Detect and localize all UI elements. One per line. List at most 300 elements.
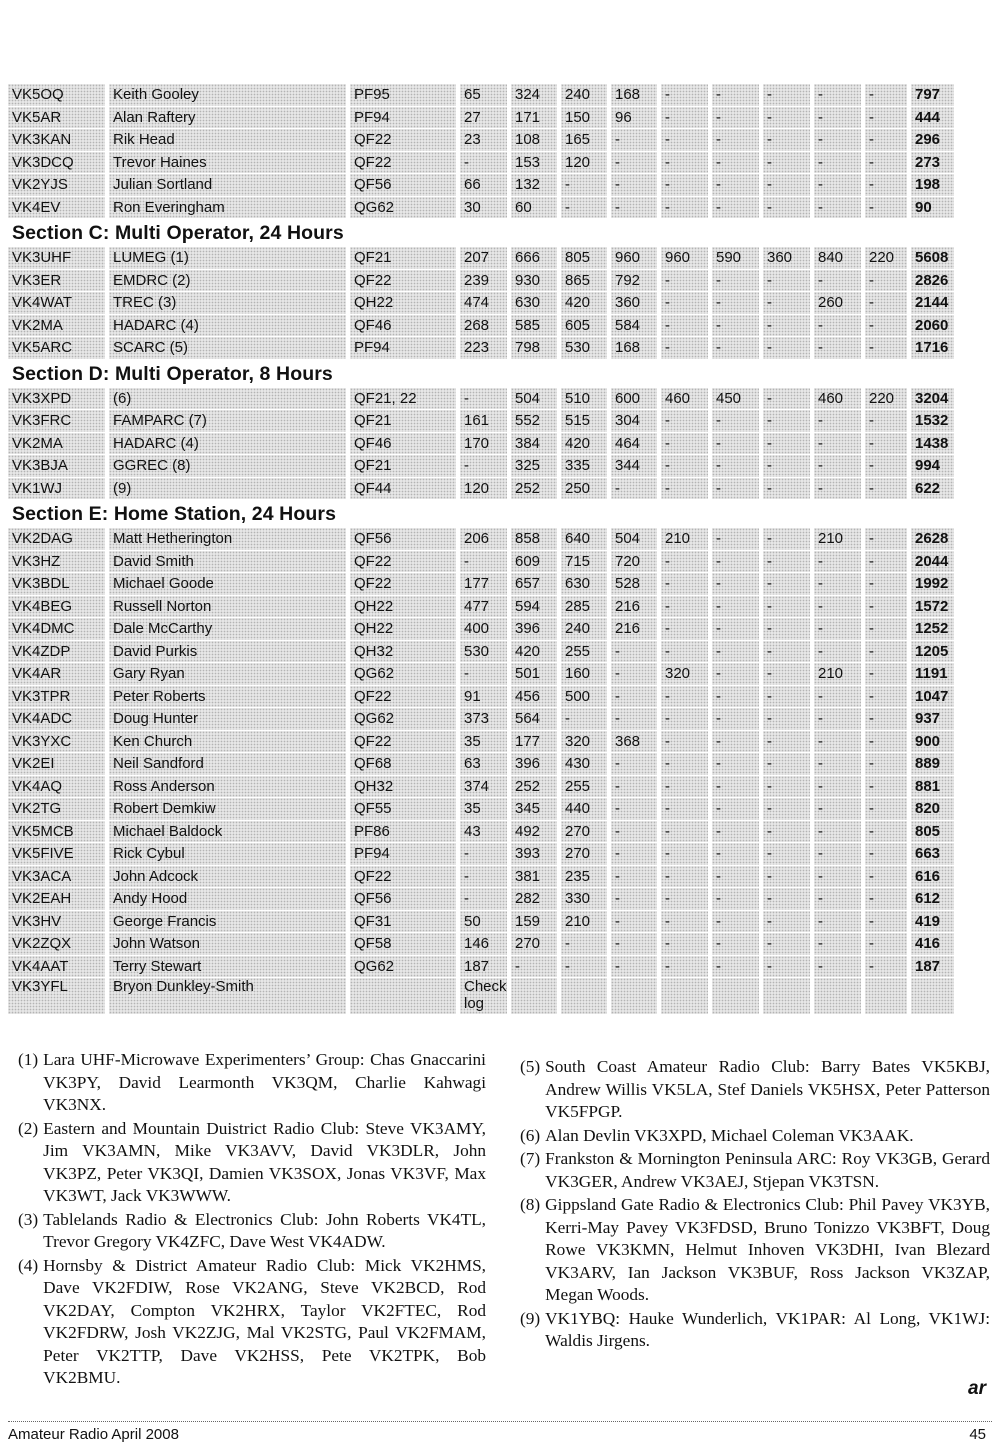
cell-band-6: - (712, 410, 763, 433)
cell-operator: Alan Raftery (109, 107, 350, 130)
cell-band-6: - (712, 573, 763, 596)
cell-total: 187 (911, 956, 958, 979)
cell-band-6: - (712, 798, 763, 821)
footnote (18, 1255, 486, 1390)
cell-operator: Keith Gooley (109, 84, 350, 107)
cell-locator: QG62 (350, 663, 460, 686)
table-row (8, 731, 958, 754)
cell-operator: Matt Hetherington (109, 528, 350, 551)
table-row (8, 798, 958, 821)
cell-band-1: 66 (460, 174, 511, 197)
footnote-text: Eastern and Mountain Duistrict Radio Club: Steve VK3AMY, Jim VK3AMN, Mike VK3AVV, David VK3DLR, John VK3PZ, Peter VK3QI, Damien VK3SOX, Jonas VK3VF, Max VK3WT, Jack VK3WWW. (43, 1118, 486, 1205)
cell-band-3: 630 (561, 573, 611, 596)
cell-band-5: - (661, 596, 712, 619)
cell-band-8: - (814, 798, 865, 821)
cell-band-9: - (865, 776, 911, 799)
cell-operator: (6) (109, 388, 350, 411)
cell-band-5: - (661, 107, 712, 130)
cell-locator: QG62 (350, 708, 460, 731)
cell-total: 937 (911, 708, 958, 731)
table-row (8, 978, 958, 1015)
cell-band-8: - (814, 911, 865, 934)
footnote-marker: (6) (520, 1125, 541, 1145)
cell-total: 2628 (911, 528, 958, 551)
cell-locator: QF22 (350, 731, 460, 754)
cell-band-8: - (814, 731, 865, 754)
cell-band-2: 594 (511, 596, 561, 619)
cell-band-4: - (611, 686, 661, 709)
cell-callsign: VK2YJS (8, 174, 109, 197)
section-d-table (8, 388, 958, 501)
cell-total: 797 (911, 84, 958, 107)
cell-band-8: - (814, 107, 865, 130)
table-row (8, 618, 958, 641)
cell-band-9: - (865, 753, 911, 776)
cell-total: 273 (911, 152, 958, 175)
cell-band-3: 235 (561, 866, 611, 889)
cell-band-3: 510 (561, 388, 611, 411)
cell-band-5: - (661, 270, 712, 293)
cell-band-3: 255 (561, 776, 611, 799)
cell-band-1: 161 (460, 410, 511, 433)
cell-band-6 (712, 978, 763, 1015)
cell-band-3: 715 (561, 551, 611, 574)
cell-callsign: VK2MA (8, 315, 109, 338)
cell-band-2: 282 (511, 888, 561, 911)
cell-band-2: 60 (511, 197, 561, 220)
cell-band-6: - (712, 731, 763, 754)
footnote-text: Frankston & Mornington Peninsula ARC: Roy VK3GB, Gerard VK3GER, Andrew VK3AEJ, Stjepan VK3TSN. (545, 1149, 990, 1191)
cell-band-8: 210 (814, 528, 865, 551)
cell-locator: PF94 (350, 843, 460, 866)
cell-band-8: - (814, 337, 865, 360)
cell-band-6: - (712, 433, 763, 456)
cell-locator: QG62 (350, 197, 460, 220)
cell-band-3: 250 (561, 478, 611, 501)
table-row (8, 388, 958, 411)
cell-band-3: 335 (561, 455, 611, 478)
cell-band-5: - (661, 686, 712, 709)
cell-locator: QF21 (350, 410, 460, 433)
cell-band-9: - (865, 197, 911, 220)
cell-band-6: - (712, 107, 763, 130)
cell-band-1: 206 (460, 528, 511, 551)
cell-band-9: - (865, 478, 911, 501)
cell-band-9: 220 (865, 247, 911, 270)
cell-band-5: - (661, 197, 712, 220)
cell-band-7: - (763, 888, 814, 911)
cell-operator: Ken Church (109, 731, 350, 754)
cell-band-1: 27 (460, 107, 511, 130)
cell-locator: QF22 (350, 686, 460, 709)
cell-band-3: 255 (561, 641, 611, 664)
cell-band-1: 120 (460, 478, 511, 501)
cell-band-3: 530 (561, 337, 611, 360)
cell-operator: Michael Baldock (109, 821, 350, 844)
cell-band-4: 216 (611, 618, 661, 641)
cell-band-6: - (712, 956, 763, 979)
footnote-text: Lara UHF-Microwave Experimenters’ Group: Chas Gnaccarini VK3PY, David Learmonth VK3QM, Charlie Kahwagi VK3NX. (43, 1050, 486, 1114)
cell-locator: QH22 (350, 596, 460, 619)
cell-locator: QF56 (350, 528, 460, 551)
cell-band-1: - (460, 388, 511, 411)
footnote-marker: (1) (18, 1050, 39, 1069)
cell-band-8: - (814, 433, 865, 456)
cell-total: 90 (911, 197, 958, 220)
footnote (18, 1049, 486, 1117)
cell-callsign: VK3BJA (8, 455, 109, 478)
cell-band-1: 474 (460, 292, 511, 315)
section-e-rows (8, 528, 958, 1015)
cell-band-3: 500 (561, 686, 611, 709)
cell-band-9: - (865, 174, 911, 197)
cell-band-1: 373 (460, 708, 511, 731)
cell-band-9: 220 (865, 388, 911, 411)
cell-band-4: 168 (611, 337, 661, 360)
cell-locator: QF21 (350, 247, 460, 270)
cell-band-7: - (763, 821, 814, 844)
cell-band-2: 325 (511, 455, 561, 478)
cell-band-9: - (865, 888, 911, 911)
cell-band-1: 43 (460, 821, 511, 844)
section-b-table (8, 84, 958, 219)
cell-operator: (9) (109, 478, 350, 501)
cell-operator: Terry Stewart (109, 956, 350, 979)
cell-band-7: - (763, 911, 814, 934)
cell-total: 994 (911, 455, 958, 478)
cell-band-1: 35 (460, 798, 511, 821)
cell-callsign: VK3DCQ (8, 152, 109, 175)
cell-operator: GGREC (8) (109, 455, 350, 478)
cell-band-7: - (763, 410, 814, 433)
cell-total: 416 (911, 933, 958, 956)
cell-band-3: 320 (561, 731, 611, 754)
cell-band-5: 210 (661, 528, 712, 551)
table-row (8, 708, 958, 731)
cell-band-5: - (661, 641, 712, 664)
cell-band-6: - (712, 641, 763, 664)
cell-operator: Michael Goode (109, 573, 350, 596)
cell-band-3: - (561, 174, 611, 197)
cell-total: 198 (911, 174, 958, 197)
cell-callsign: VK2DAG (8, 528, 109, 551)
cell-band-9: - (865, 618, 911, 641)
table-row (8, 247, 958, 270)
section-c-table (8, 247, 958, 360)
cell-band-5: - (661, 866, 712, 889)
cell-band-6: - (712, 708, 763, 731)
cell-band-7: - (763, 596, 814, 619)
cell-total: 1532 (911, 410, 958, 433)
cell-locator: QF56 (350, 174, 460, 197)
cell-total: 419 (911, 911, 958, 934)
cell-band-4: 168 (611, 84, 661, 107)
cell-band-7: - (763, 776, 814, 799)
cell-band-6: 590 (712, 247, 763, 270)
table-row (8, 129, 958, 152)
cell-band-4: - (611, 798, 661, 821)
cell-band-9: - (865, 596, 911, 619)
cell-band-4: - (611, 708, 661, 731)
cell-band-8 (814, 978, 865, 1015)
cell-band-8: - (814, 174, 865, 197)
cell-band-6: - (712, 686, 763, 709)
cell-callsign: VK4BEG (8, 596, 109, 619)
table-row (8, 821, 958, 844)
cell-band-7: - (763, 455, 814, 478)
cell-band-8: - (814, 776, 865, 799)
cell-band-5: - (661, 731, 712, 754)
footnote (18, 1118, 486, 1208)
cell-band-4: - (611, 663, 661, 686)
cell-band-6: 450 (712, 388, 763, 411)
cell-band-1: 170 (460, 433, 511, 456)
cell-total: 2144 (911, 292, 958, 315)
cell-band-3: 605 (561, 315, 611, 338)
table-row (8, 455, 958, 478)
cell-operator: Ron Everingham (109, 197, 350, 220)
cell-callsign: VK3ACA (8, 866, 109, 889)
cell-callsign: VK2MA (8, 433, 109, 456)
cell-locator: QF22 (350, 152, 460, 175)
cell-operator: John Watson (109, 933, 350, 956)
cell-band-3 (561, 978, 611, 1015)
table-row (8, 292, 958, 315)
cell-callsign: VK3YXC (8, 731, 109, 754)
footnote-marker: (5) (520, 1057, 541, 1076)
cell-band-2: 420 (511, 641, 561, 664)
cell-band-1: 35 (460, 731, 511, 754)
cell-callsign: VK4AR (8, 663, 109, 686)
cell-band-1: 239 (460, 270, 511, 293)
cell-callsign: VK5OQ (8, 84, 109, 107)
cell-band-5: - (661, 433, 712, 456)
cell-band-9: - (865, 843, 911, 866)
cell-band-3: 160 (561, 663, 611, 686)
cell-band-6: - (712, 270, 763, 293)
cell-total: 663 (911, 843, 958, 866)
cell-callsign: VK2ZQX (8, 933, 109, 956)
cell-band-2: 657 (511, 573, 561, 596)
cell-band-1: 65 (460, 84, 511, 107)
table-row (8, 337, 958, 360)
cell-locator: QH22 (350, 292, 460, 315)
cell-operator: Ross Anderson (109, 776, 350, 799)
cell-band-3: 420 (561, 433, 611, 456)
cell-band-8: - (814, 753, 865, 776)
cell-band-2: 108 (511, 129, 561, 152)
cell-band-4: - (611, 129, 661, 152)
cell-band-7: - (763, 663, 814, 686)
cell-band-1: - (460, 888, 511, 911)
footnote-marker: (8) (520, 1195, 541, 1214)
cell-band-6: - (712, 866, 763, 889)
cell-band-8: - (814, 84, 865, 107)
cell-callsign: VK2EI (8, 753, 109, 776)
footer-page-number: 45 (969, 1426, 986, 1443)
cell-band-3: - (561, 708, 611, 731)
cell-total: 889 (911, 753, 958, 776)
cell-callsign: VK4AQ (8, 776, 109, 799)
cell-operator: George Francis (109, 911, 350, 934)
cell-band-5: - (661, 573, 712, 596)
cell-locator: QF58 (350, 933, 460, 956)
cell-band-3: 240 (561, 618, 611, 641)
cell-total: 2060 (911, 315, 958, 338)
table-row (8, 270, 958, 293)
cell-band-7: - (763, 197, 814, 220)
cell-band-2: 609 (511, 551, 561, 574)
cell-band-8: - (814, 573, 865, 596)
cell-band-6: - (712, 528, 763, 551)
cell-locator: QF56 (350, 888, 460, 911)
table-row (8, 197, 958, 220)
cell-band-8: - (814, 315, 865, 338)
cell-band-7: - (763, 107, 814, 130)
cell-operator: David Purkis (109, 641, 350, 664)
footer-publication: Amateur Radio April 2008 (8, 1426, 179, 1443)
cell-band-1: 207 (460, 247, 511, 270)
cell-locator: QG62 (350, 956, 460, 979)
cell-band-7: - (763, 866, 814, 889)
cell-total: 2826 (911, 270, 958, 293)
cell-band-6: - (712, 337, 763, 360)
cell-band-2: - (511, 956, 561, 979)
cell-band-2: 132 (511, 174, 561, 197)
cell-callsign: VK5MCB (8, 821, 109, 844)
cell-band-2: 324 (511, 84, 561, 107)
cell-band-4: - (611, 753, 661, 776)
cell-locator: QF55 (350, 798, 460, 821)
cell-band-9: - (865, 933, 911, 956)
cell-total: 296 (911, 129, 958, 152)
cell-band-1: 177 (460, 573, 511, 596)
table-row (8, 753, 958, 776)
cell-band-1: 374 (460, 776, 511, 799)
cell-band-8: 210 (814, 663, 865, 686)
cell-band-9: - (865, 270, 911, 293)
cell-band-8: - (814, 455, 865, 478)
cell-band-2: 153 (511, 152, 561, 175)
footnote (18, 1209, 486, 1254)
cell-band-5: - (661, 776, 712, 799)
cell-total: 1252 (911, 618, 958, 641)
table-row (8, 596, 958, 619)
cell-band-7 (763, 978, 814, 1015)
cell-band-1: 146 (460, 933, 511, 956)
table-row (8, 866, 958, 889)
footnote-marker: (3) (18, 1209, 39, 1229)
cell-band-3: 210 (561, 911, 611, 934)
cell-band-5: - (661, 911, 712, 934)
cell-band-9: - (865, 410, 911, 433)
section-d-rows (8, 388, 958, 501)
cell-operator: Neil Sandford (109, 753, 350, 776)
cell-band-9: - (865, 866, 911, 889)
cell-locator: QF68 (350, 753, 460, 776)
footnote-text: Gippsland Gate Radio & Electronics Club: Phil Pavey VK3YB, Kerri-May Pavey VK3FDSD, Bruno Tonizzo VK3BFT, Doug Rowe VK3KMN, Helmut Inhoven VK3DHI, Ivan Blezard VK3ARV, Ian Jackson VK3BUF, Ross Jackson VK3ZAP, Megan Woods. (545, 1195, 990, 1304)
footnote (520, 1056, 990, 1124)
cell-operator: John Adcock (109, 866, 350, 889)
table-row (8, 551, 958, 574)
cell-band-5: - (661, 152, 712, 175)
cell-band-3: 640 (561, 528, 611, 551)
cell-band-2: 858 (511, 528, 561, 551)
cell-locator: PF86 (350, 821, 460, 844)
footnote-marker: (4) (18, 1255, 39, 1275)
cell-band-4: 792 (611, 270, 661, 293)
cell-band-5: 960 (661, 247, 712, 270)
cell-band-8: 460 (814, 388, 865, 411)
cell-band-4: - (611, 933, 661, 956)
cell-total: 881 (911, 776, 958, 799)
cell-band-1: - (460, 152, 511, 175)
cell-operator: Rik Head (109, 129, 350, 152)
cell-band-1: 187 (460, 956, 511, 979)
cell-callsign: VK5AR (8, 107, 109, 130)
cell-locator: QF44 (350, 478, 460, 501)
table-row (8, 478, 958, 501)
cell-callsign: VK4AAT (8, 956, 109, 979)
cell-band-6: - (712, 596, 763, 619)
cell-total: 1438 (911, 433, 958, 456)
cell-band-2: 564 (511, 708, 561, 731)
table-row (8, 107, 958, 130)
cell-band-9: - (865, 433, 911, 456)
cell-band-4: 464 (611, 433, 661, 456)
cell-locator: PF94 (350, 107, 460, 130)
cell-band-7: - (763, 641, 814, 664)
cell-band-8: - (814, 618, 865, 641)
cell-band-6: - (712, 843, 763, 866)
cell-operator: Andy Hood (109, 888, 350, 911)
cell-band-2: 396 (511, 618, 561, 641)
cell-band-5 (661, 978, 712, 1015)
cell-band-6: - (712, 455, 763, 478)
table-row (8, 433, 958, 456)
cell-band-7: - (763, 956, 814, 979)
table-row (8, 573, 958, 596)
cell-band-1: 530 (460, 641, 511, 664)
cell-band-2: 630 (511, 292, 561, 315)
cell-band-9: - (865, 528, 911, 551)
cell-operator: Russell Norton (109, 596, 350, 619)
cell-band-5: 320 (661, 663, 712, 686)
table-row (8, 641, 958, 664)
cell-band-8: - (814, 410, 865, 433)
cell-band-3: - (561, 197, 611, 220)
cell-callsign: VK3YFL (8, 978, 109, 1015)
cell-band-2: 585 (511, 315, 561, 338)
cell-band-4 (611, 978, 661, 1015)
table-row (8, 152, 958, 175)
cell-band-9: - (865, 731, 911, 754)
cell-total: 444 (911, 107, 958, 130)
cell-band-8: - (814, 843, 865, 866)
cell-band-4: - (611, 866, 661, 889)
cell-band-9: - (865, 798, 911, 821)
cell-band-7: - (763, 708, 814, 731)
cell-band-7: - (763, 388, 814, 411)
cell-band-5: - (661, 551, 712, 574)
cell-locator: QF22 (350, 270, 460, 293)
cell-band-5: - (661, 129, 712, 152)
cell-band-7: - (763, 337, 814, 360)
cell-band-5: - (661, 798, 712, 821)
cell-locator: QH32 (350, 641, 460, 664)
cell-total: 1191 (911, 663, 958, 686)
cell-band-5: - (661, 753, 712, 776)
